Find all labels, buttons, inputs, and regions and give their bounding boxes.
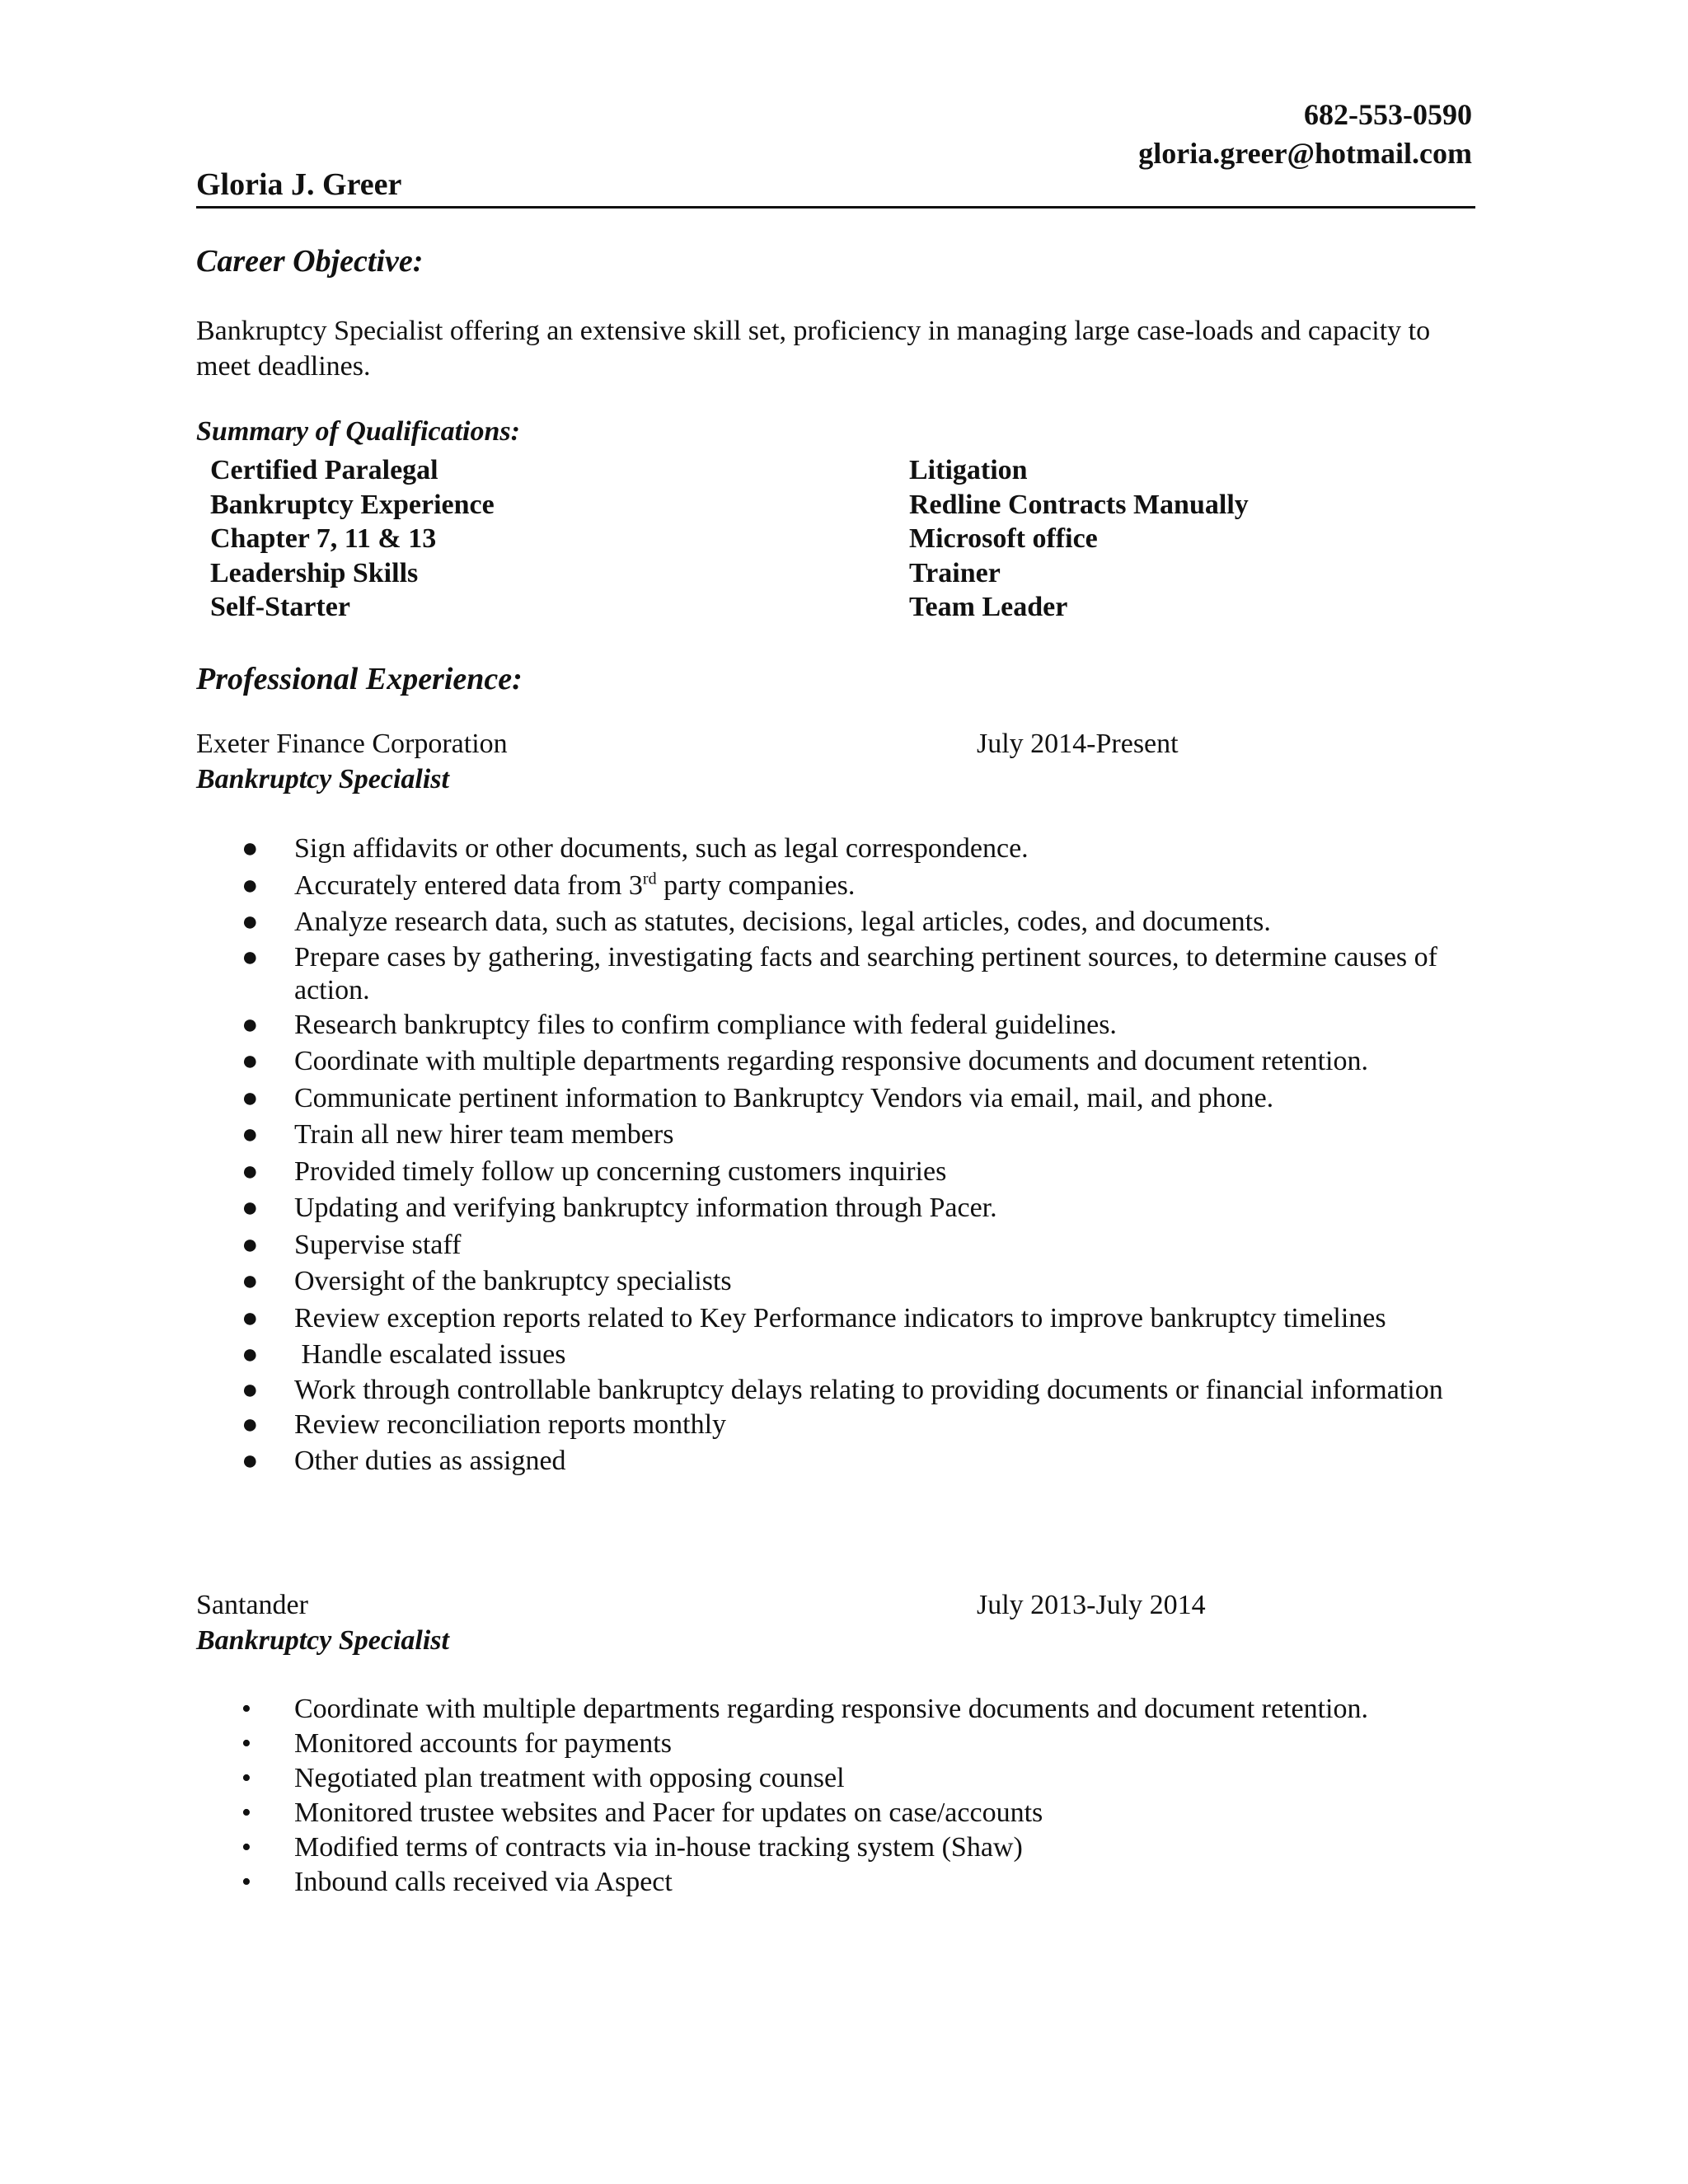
contact-block — [1138, 96, 1472, 173]
professional-experience-heading: Professional Experience: — [196, 662, 523, 696]
career-objective-heading: Career Objective: — [196, 244, 424, 279]
qualifications-left-column — [210, 453, 495, 625]
candidate-name: Gloria J. Greer — [196, 167, 402, 202]
list-item: ● Research bankruptcy files to confirm compliance with federal guidelines. — [196, 1007, 1482, 1044]
bullet-icon: ● — [241, 907, 259, 937]
bullet-icon: ● — [241, 869, 259, 901]
bullet-icon: ● — [241, 1046, 259, 1076]
job-duties-list — [196, 831, 1482, 1480]
list-item: ● Updating and verifying bankruptcy information through Pacer. — [196, 1190, 1482, 1227]
list-item: ● Oversight of the bankruptcy specialists — [196, 1263, 1482, 1301]
job-company: Santander — [196, 1590, 308, 1620]
qualification-item: Litigation — [909, 455, 1028, 485]
qualification-item: Microsoft office — [909, 523, 1098, 554]
summary-heading: Summary of Qualifications: — [196, 416, 520, 447]
bullet-icon: ● — [241, 1266, 259, 1296]
bullet-icon: • — [241, 1694, 251, 1724]
qualification-item: Bankruptcy Experience — [210, 489, 495, 520]
list-item: ● Train all new hirer team members — [196, 1117, 1482, 1154]
bullet-icon: ● — [241, 1408, 259, 1440]
bullet-icon: • — [241, 1728, 251, 1759]
qualification-item: Self-Starter — [210, 592, 350, 622]
bullet-icon: ● — [241, 1193, 259, 1223]
list-item: ● Review exception reports related to Key Performance indicators to improve bankruptcy timelines — [196, 1301, 1482, 1338]
bullet-icon: ● — [241, 1155, 259, 1187]
list-item: • Coordinate with multiple departments regarding responsive documents and document retention. — [196, 1692, 1482, 1727]
list-item: ● Sign affidavits or other documents, such as legal correspondence. — [196, 831, 1482, 868]
bullet-icon: ● — [241, 833, 259, 864]
list-item: ● Analyze research data, such as statutes, decisions, legal articles, codes, and documents. — [196, 904, 1482, 941]
job-dates: July 2014-Present — [977, 729, 1179, 759]
list-item: ● Provided timely follow up concerning customers inquiries — [196, 1154, 1482, 1191]
job-duties-list — [196, 1692, 1482, 1900]
list-item: • Monitored accounts for payments — [196, 1727, 1482, 1761]
job-dates: July 2013-July 2014 — [977, 1590, 1206, 1620]
qualification-item: Team Leader — [909, 592, 1068, 622]
list-item: • Modified terms of contracts via in-house tracking system (Shaw) — [196, 1830, 1482, 1865]
bullet-icon: ● — [241, 1229, 259, 1260]
list-item: ● Other duties as assigned — [196, 1443, 1482, 1480]
list-item: ● Communicate pertinent information to Bankruptcy Vendors via email, mail, and phone. — [196, 1080, 1482, 1118]
superscript: rd — [642, 869, 657, 888]
bullet-icon: ● — [241, 941, 259, 972]
bullet-icon: • — [241, 1867, 251, 1897]
list-item: ● Review reconciliation reports monthly — [196, 1407, 1482, 1444]
job-title: Bankruptcy Specialist — [196, 764, 449, 794]
list-item: ● Supervise staff — [196, 1227, 1482, 1264]
list-item: ● Coordinate with multiple departments regarding responsive documents and document retention. — [196, 1043, 1482, 1080]
bullet-icon: ● — [241, 1302, 259, 1333]
bullet-icon: ● — [241, 1119, 259, 1150]
bullet-icon: ● — [241, 1082, 259, 1113]
qualification-item: Leadership Skills — [210, 557, 419, 588]
job-company: Exeter Finance Corporation — [196, 729, 508, 759]
list-item: ● Handle escalated issues — [196, 1337, 1482, 1374]
list-item: • Inbound calls received via Aspect — [196, 1865, 1482, 1900]
bullet-icon: ● — [241, 1446, 259, 1476]
career-objective-text: Bankruptcy Specialist offering an extensive skill set, proficiency in managing large case-loads and capacity to meet deadlines. — [196, 316, 1431, 382]
phone-number: 682-553-0590 — [1304, 98, 1472, 131]
qualifications-right-column — [909, 453, 1249, 625]
bullet-icon: ● — [241, 1374, 259, 1405]
bullet-icon: ● — [241, 1339, 259, 1370]
list-item: ● Accurately entered data from 3rd party companies. — [196, 868, 1482, 905]
header-divider — [196, 206, 1475, 209]
list-item: • Negotiated plan treatment with opposing counsel — [196, 1761, 1482, 1796]
list-item: ● Work through controllable bankruptcy delays relating to providing documents or financial information — [241, 1374, 1443, 1405]
qualification-item: Chapter 7, 11 & 13 — [210, 523, 437, 554]
job-title: Bankruptcy Specialist — [196, 1625, 449, 1656]
bullet-icon: • — [241, 1832, 251, 1863]
qualification-item: Certified Paralegal — [210, 455, 438, 485]
bullet-icon: • — [241, 1797, 251, 1828]
list-item: • Monitored trustee websites and Pacer for updates on case/accounts — [196, 1796, 1482, 1830]
qualification-item: Redline Contracts Manually — [909, 489, 1249, 520]
list-item: ● Prepare cases by gathering, investigating facts and searching pertinent sources, to determine causes of action. — [241, 941, 1437, 1005]
bullet-icon: ● — [241, 1009, 259, 1040]
email-address: gloria.greer@hotmail.com — [1138, 137, 1472, 170]
bullet-icon: • — [241, 1763, 251, 1793]
qualification-item: Trainer — [909, 557, 1001, 588]
